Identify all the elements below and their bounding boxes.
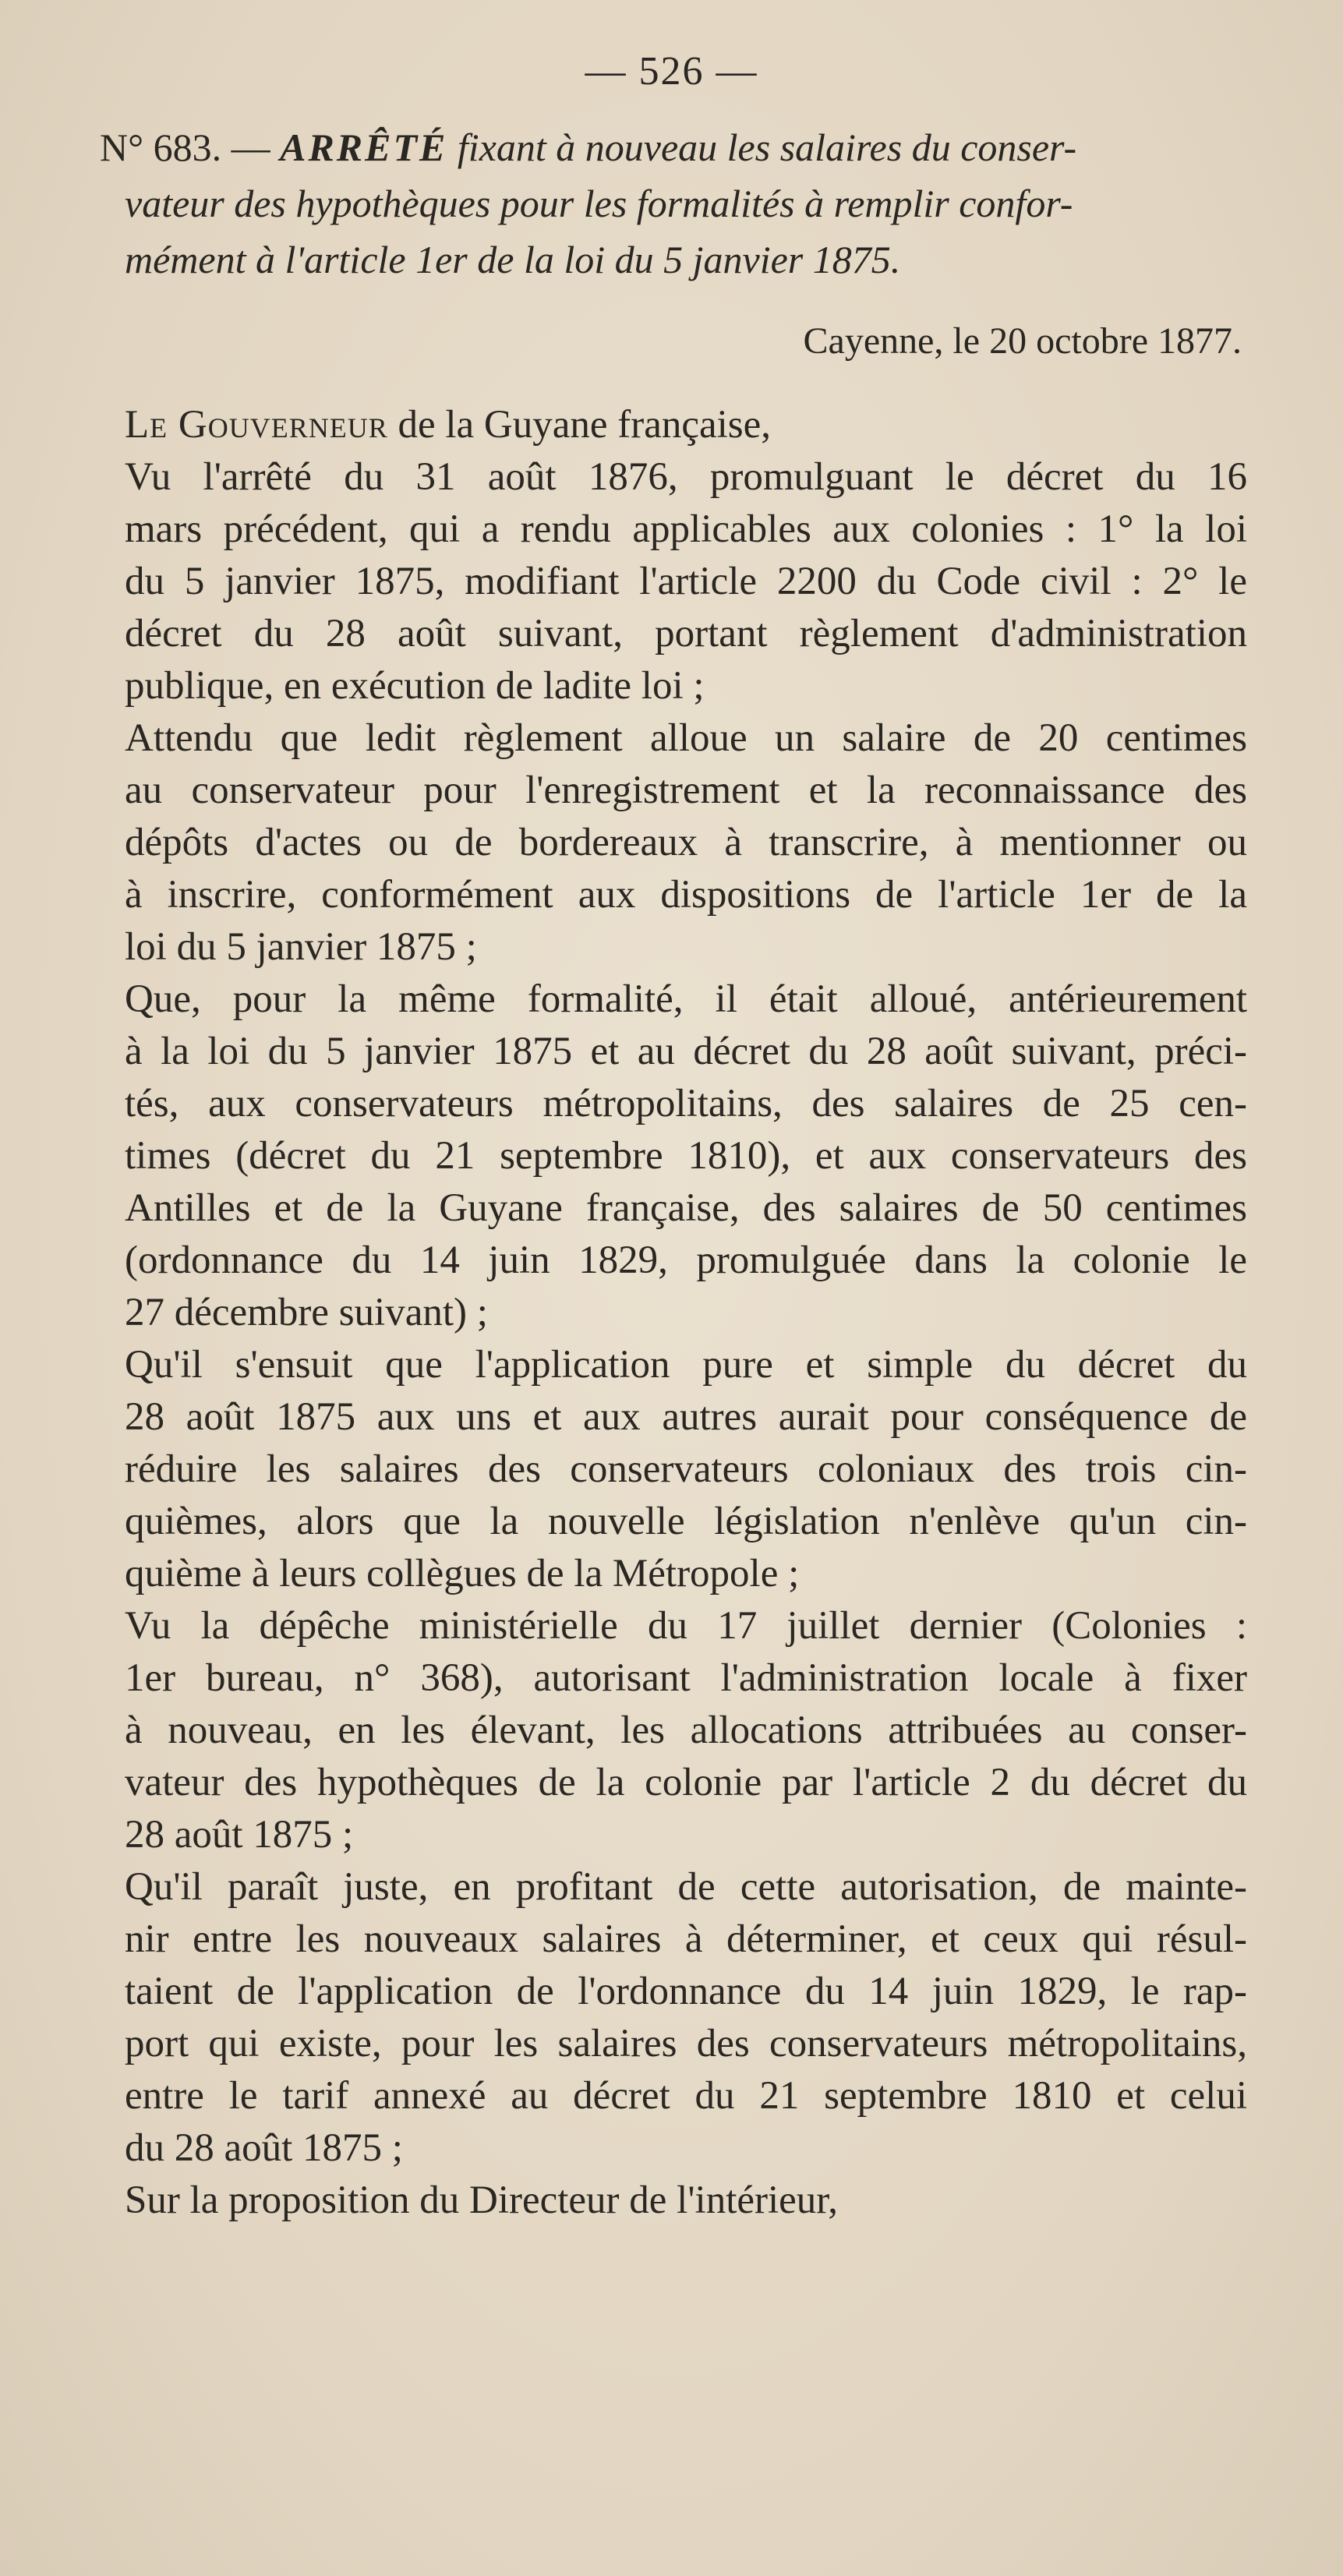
text-line: mars précédent, qui a rendu applicables aux colonies : 1° la loi: [125, 507, 1247, 551]
text-line: au conservateur pour l'enregistrement et la reconnaissance des: [125, 769, 1247, 812]
text-line: entre le tarif annexé au décret du 21 septembre 1810 et celui: [125, 2074, 1247, 2118]
text-line: décret du 28 août suivant, portant règlement d'administration: [125, 612, 1247, 655]
text-line: Vu la dépêche ministérielle du 17 juillet dernier (Colonies :: [125, 1604, 1247, 1648]
title-line-1: [100, 125, 1076, 170]
text-line: à inscrire, conformément aux dispositions de l'article 1er de la: [125, 873, 1247, 917]
text-line: quièmes, alors que la nouvelle législation n'enlève qu'un cin-: [125, 1500, 1247, 1543]
text-line: dépôts d'actes ou de bordereaux à transcrire, à mentionner ou: [125, 821, 1247, 864]
title-line-2: vateur des hypothèques pour les formalités à remplir confor-: [125, 182, 1073, 225]
text-line: 1er bureau, n° 368), autorisant l'administration locale à fixer: [125, 1656, 1247, 1700]
text-line: tés, aux conservateurs métropolitains, des salaires de 25 cen-: [125, 1082, 1247, 1125]
text-line: loi du 5 janvier 1875 ;: [125, 925, 477, 969]
text-line: (ordonnance du 14 juin 1829, promulguée dans la colonie le: [125, 1239, 1247, 1282]
text-line: Sur la proposition du Directeur de l'intérieur,: [125, 2178, 838, 2222]
text-line: 28 août 1875 aux uns et aux autres aurait pour conséquence de: [125, 1395, 1247, 1439]
text-line: Qu'il paraît juste, en profitant de cette autorisation, de mainte-: [125, 1865, 1247, 1909]
text-line: Antilles et de la Guyane française, des salaires de 50 centimes: [125, 1186, 1247, 1230]
text-line: 27 décembre suivant) ;: [125, 1291, 488, 1334]
text-line: times (décret du 21 septembre 1810), et aux conservateurs des: [125, 1134, 1247, 1178]
title-text-1: fixant à nouveau les salaires du conser-: [447, 125, 1077, 169]
decree-number: N° 683. —: [100, 125, 281, 169]
text-line: vateur des hypothèques de la colonie par l'article 2 du décret du: [125, 1761, 1247, 1804]
text-line: du 28 août 1875 ;: [125, 2126, 403, 2170]
text-line: port qui existe, pour les salaires des conservateurs métropolitains,: [125, 2022, 1247, 2065]
date-line: Cayenne, le 20 octobre 1877.: [803, 320, 1242, 362]
text-line: à la loi du 5 janvier 1875 et au décret du 28 août suivant, préci-: [125, 1030, 1247, 1073]
title-line-3: mément à l'article 1er de la loi du 5 janvier 1875.: [125, 238, 901, 281]
governor-label: Le Gouverneur: [125, 403, 388, 447]
decree-heading: ARRÊTÉ: [280, 125, 448, 169]
page-number: — 526 —: [585, 49, 758, 94]
text-line: publique, en exécution de ladite loi ;: [125, 664, 705, 708]
text-line: Vu l'arrêté du 31 août 1876, promulguant le décret du 16: [125, 455, 1247, 499]
text-line: Que, pour la même formalité, il était alloué, antérieurement: [125, 977, 1247, 1021]
text-line: quième à leurs collègues de la Métropole ;: [125, 1552, 800, 1595]
text-line: nir entre les nouveaux salaires à déterminer, et ceux qui résul-: [125, 1917, 1247, 1961]
intro-rest: de la Guyane française,: [387, 403, 772, 447]
text-line: du 5 janvier 1875, modifiant l'article 2200 du Code civil : 2° le: [125, 560, 1247, 603]
intro-line: [125, 399, 1247, 451]
text-line: 28 août 1875 ;: [125, 1813, 354, 1857]
body-text: [125, 399, 1247, 2227]
paragraph-lines: [125, 451, 1247, 2227]
text-line: Attendu que ledit règlement alloue un salaire de 20 centimes: [125, 716, 1247, 760]
text-line: à nouveau, en les élevant, les allocations attribuées au conser-: [125, 1708, 1247, 1752]
text-line: taient de l'application de l'ordonnance du 14 juin 1829, le rap-: [125, 1970, 1247, 2013]
text-line: Qu'il s'ensuit que l'application pure et simple du décret du: [125, 1343, 1247, 1387]
text-line: réduire les salaires des conservateurs coloniaux des trois cin-: [125, 1447, 1247, 1491]
